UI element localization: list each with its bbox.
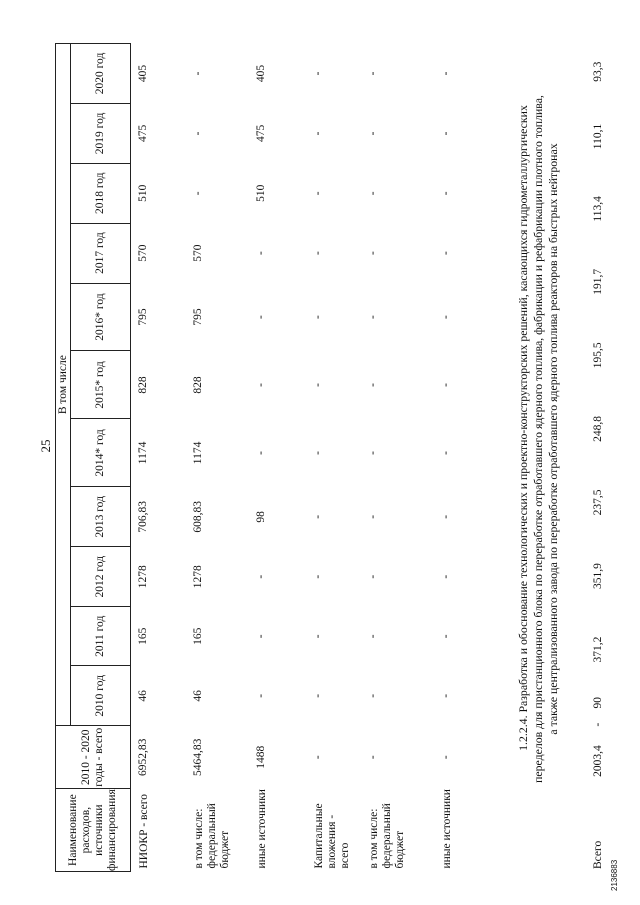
cell-value: - [312,191,324,196]
header-year: 2020 год [71,44,131,104]
cell-value: 795 [192,308,204,326]
cell-value: 113,4 [592,196,604,222]
cell-value: - [312,131,324,136]
cell-value: 1174 [192,441,204,465]
cell-value: - [367,574,379,579]
cell-value: - [440,251,452,256]
cell-value: - [312,514,324,519]
cell-value: - [312,574,324,579]
section-heading-text [516,13,560,865]
cell-value: 46 [192,690,204,702]
cell-value: 570 [192,244,204,262]
cell-value: 90 [592,696,604,709]
cell-total: 5464,83 [192,738,204,776]
cell-value: 1278 [137,565,149,589]
header-year: 2016* год [71,283,131,351]
cell-value: - [312,634,324,639]
cell-value: - [440,315,452,319]
table-row [592,43,612,872]
cell-value: 405 [255,64,267,83]
table-row [131,44,187,872]
cell-value: - [367,634,379,639]
cell-value: 165 [192,627,204,645]
cell-value: 110,1 [592,123,604,150]
cell-value: - [440,71,452,76]
cell-value: 510 [137,184,149,202]
cell-value: - [312,251,324,256]
cell-value: - [440,514,452,519]
cell-value: - [255,574,267,579]
cell-value: - [440,451,452,455]
cell-value: - [440,383,452,387]
table-row [249,44,306,872]
cell-total: - [440,755,452,760]
header-year: 2015* год [71,351,131,419]
row-name: в том числе: федеральный бюджет [193,803,231,869]
header-name: Наименование расходов, источники финансирования [56,789,131,872]
cell-value: 706,83 [137,501,149,533]
cell-value: - [312,315,324,319]
cell-value: - [440,574,452,579]
cell-value: 191,7 [592,268,604,295]
row-name: в том числе: федеральный бюджет [368,803,406,869]
cell-value: 570 [137,244,149,262]
cell-value: 608,83 [192,501,204,533]
cell-value: - [192,191,204,196]
funding-table [55,43,493,872]
cell-value: - [255,383,267,387]
cell-value: - [192,131,204,136]
cell-value: 510 [255,184,267,202]
header-year: 2011 год [71,607,131,666]
header-total: 2010 - 2020 годы - всего [56,726,131,789]
cell-value: - [440,191,452,196]
table-row [361,44,434,872]
cell-value: - [312,693,324,698]
cell-value: - [367,514,379,519]
header-year: 2017 год [71,223,131,283]
header-year: 2018 год [71,163,131,223]
cell-value: 828 [137,376,149,394]
cell-value: 795 [137,308,149,326]
row-name: НИОКР - всего [138,794,150,869]
cell-total: 6952,83 [137,738,149,776]
cell-value: 195,5 [592,342,604,369]
cell-value: - [312,451,324,455]
row-name: Всего [592,840,604,869]
cell-value: 351,9 [592,563,604,589]
cell-value: - [192,71,204,76]
table-row [434,44,493,872]
cell-value: - [367,383,379,387]
header-year: 2019 год [71,103,131,163]
cell-value: 405 [137,64,149,83]
cell-total: 2003,4 [592,745,604,777]
cell-value: - [367,451,379,455]
cell-value: - [367,71,379,76]
cell-total: 1488 [255,745,267,769]
cell-value: - [440,131,452,136]
cell-value: 828 [192,376,204,394]
section-text-line: а также централизованного завода по переработке отработавшего ядерного топлива реакторов на быстрых нейтронах [545,143,560,735]
cell-value: - [255,251,267,256]
cell-value: - [312,383,324,387]
page-number: 25 [38,439,53,453]
cell-value: 475 [255,124,267,143]
cell-value: - [440,634,452,639]
cell-value: - [367,251,379,256]
cell-value: 93,3 [592,61,604,82]
section-text-line: 1.2.2.4. Разработка и обоснование технологических и проектно-конструкторских решений, касающихся гидрометаллургических [516,105,530,751]
cell-value: 1278 [192,565,204,589]
cell-value: - [367,131,379,136]
cell-value: - [312,71,324,76]
document-code: 2136883 [610,859,619,891]
cell-value: - [440,693,452,698]
header-year: 2013 год [71,487,131,547]
total-row-table [592,43,612,872]
cell-total: - [367,755,379,760]
cell-value: 46 [137,690,149,702]
cell-value: - [592,722,604,727]
section-text-line: переделов для пристанционного блока по переработке отработавшего ядерного топлива, фабрикации и рефабрикации плотного топлива, [530,95,545,783]
cell-value: - [255,315,267,319]
cell-value: - [367,191,379,196]
row-name: иные источники [256,789,268,869]
cell-value: 165 [137,627,149,645]
cell-value: 237,5 [592,489,604,516]
row-name: иные источники [441,789,453,869]
cell-value: 475 [137,124,149,143]
cell-value: - [255,451,267,455]
header-group-label: В том числе [56,44,71,726]
table-row [186,44,249,872]
cell-value: 371,2 [592,636,604,663]
cell-value: - [255,693,267,698]
header-year: 2010 год [71,666,131,726]
cell-total: - [312,755,324,760]
cell-value: - [367,315,379,319]
cell-value: 98 [255,511,267,523]
header-year: 2014* год [71,419,131,487]
cell-value: - [255,634,267,639]
cell-value: 248,8 [592,415,604,442]
cell-value: 1174 [137,441,149,465]
row-name: Капитальные вложения - всего [313,803,351,869]
table-row [306,44,361,872]
header-year: 2012 год [71,547,131,607]
cell-value: - [367,693,379,698]
